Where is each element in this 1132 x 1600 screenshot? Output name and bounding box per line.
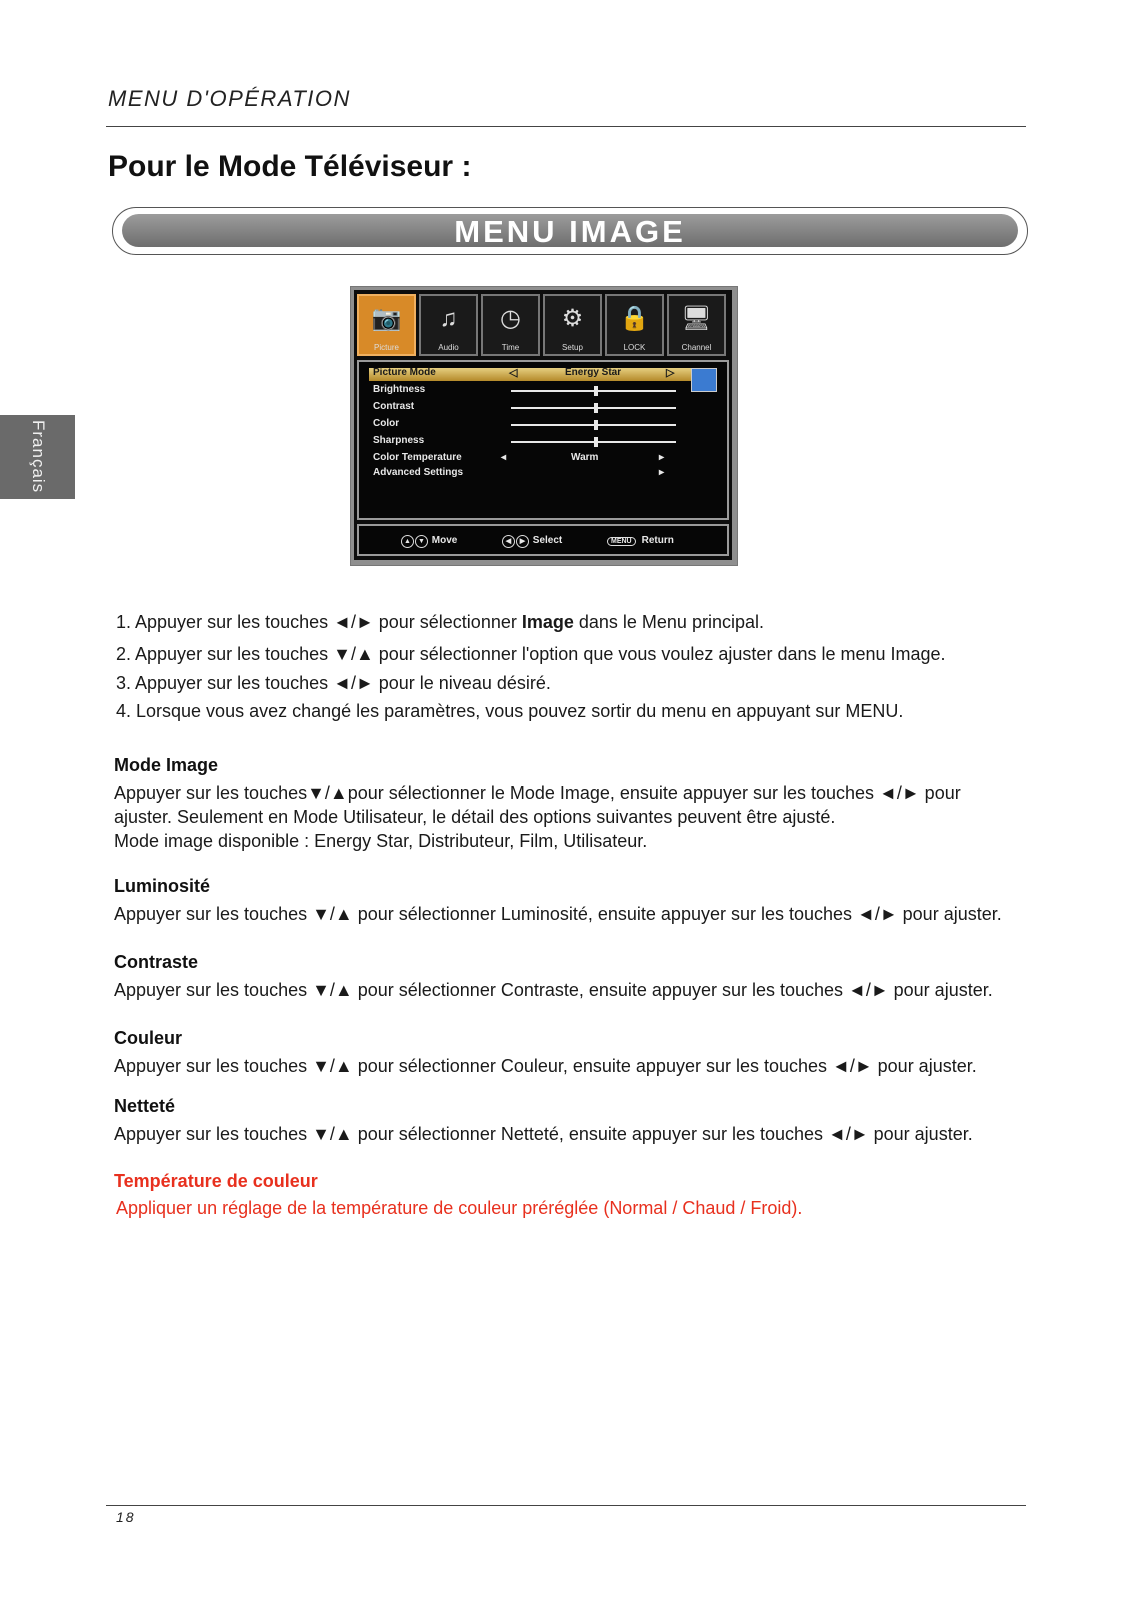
- chevron-right-icon: ▷: [666, 367, 675, 379]
- arrow-right-icon: ▸: [659, 467, 665, 478]
- lock-icon: 🔒: [619, 305, 650, 332]
- nettete-text: Appuyer sur les touches ▼/▲ pour sélectionner Netteté, ensuite appuyer sur les touches ◄/► pour ajuster.: [114, 1124, 973, 1144]
- row-color-temperature-value: Warm: [571, 452, 599, 463]
- section-header: MENU D'OPÉRATION: [108, 86, 351, 111]
- section-title-couleur: Couleur: [114, 1028, 183, 1048]
- left-button-icon: ◀: [502, 535, 515, 548]
- slider-knob: [594, 437, 598, 447]
- tv-menu-panel: [357, 360, 729, 520]
- down-button-icon: ▼: [415, 535, 428, 548]
- setup-icon: ⚙: [561, 305, 584, 332]
- section-title-temperature: Température de couleur: [114, 1171, 318, 1191]
- tv-menu-footer: [357, 524, 729, 556]
- contraste-text: Appuyer sur les touches ▼/▲ pour sélectionner Contraste, ensuite appuyer sur les touches ◄/► pour ajuster.: [114, 980, 993, 1000]
- chevron-left-icon: ◁: [509, 367, 518, 379]
- right-button-icon: ▶: [516, 535, 529, 548]
- footer-move-label: Move: [431, 535, 458, 546]
- step-4: 4. Lorsque vous avez changé les paramètres, vous pouvez sortir du menu en appuyant sur MENU.: [116, 701, 904, 721]
- sharpness-slider: [511, 441, 676, 443]
- temperature-text: Appliquer un réglage de la température de couleur préréglée (Normal / Chaud / Froid).: [116, 1198, 803, 1218]
- section-title-nettete: Netteté: [114, 1096, 176, 1116]
- tab-label: Channel: [681, 343, 712, 352]
- audio-icon: ♫: [439, 305, 458, 332]
- menu-key-icon: MENU: [607, 537, 636, 546]
- tab-label: Audio: [438, 343, 459, 352]
- section-title-mode-image: Mode Image: [114, 755, 219, 775]
- slider-knob: [594, 420, 598, 430]
- step-1-text: 1. Appuyer sur les touches ◄/► pour sélectionner: [116, 612, 522, 632]
- tab-label: Time: [501, 343, 520, 352]
- page-title: Pour le Mode Téléviseur :: [108, 150, 472, 183]
- slider-knob: [594, 386, 598, 396]
- footer-select-label: Select: [532, 535, 563, 546]
- row-picture-mode-label: Picture Mode: [373, 367, 436, 378]
- row-sharpness-label: Sharpness: [373, 435, 425, 446]
- mode-image-line-1: Appuyer sur les touches▼/▲pour sélectionner le Mode Image, ensuite appuyer sur les touches ◄/► pour: [114, 783, 961, 803]
- satellite-icon: 🖥: [681, 305, 712, 332]
- section-title-contraste: Contraste: [114, 952, 199, 972]
- step-1-text-end: dans le Menu principal.: [573, 612, 764, 632]
- step-1-bold: Image: [521, 612, 574, 632]
- mode-image-line-2: ajuster. Seulement en Mode Utilisateur, le détail des options suivantes peuvent être ajusté.: [114, 807, 836, 827]
- tab-label: Picture: [374, 343, 399, 352]
- footer-divider: [106, 1505, 1026, 1506]
- tab-setup: [543, 294, 602, 356]
- header-divider: [106, 126, 1026, 127]
- row-color-temperature-label: Color Temperature: [373, 452, 462, 463]
- footer-move: [401, 535, 457, 548]
- row-contrast-label: Contrast: [373, 401, 415, 412]
- footer-return: [607, 535, 674, 546]
- footer-return-label: Return: [641, 535, 674, 546]
- color-slider: [511, 424, 676, 426]
- arrow-right-icon: ▸: [659, 452, 665, 463]
- section-title-luminosite: Luminosité: [114, 876, 211, 896]
- couleur-text: Appuyer sur les touches ▼/▲ pour sélectionner Couleur, ensuite appuyer sur les touches ◄/► pour ajuster.: [114, 1056, 977, 1076]
- row-brightness-label: Brightness: [373, 384, 426, 395]
- banner-title: MENU IMAGE: [454, 214, 686, 249]
- contrast-slider: [511, 407, 676, 409]
- step-3: 3. Appuyer sur les touches ◄/► pour le niveau désiré.: [116, 673, 551, 693]
- row-advanced-label: Advanced Settings: [373, 467, 464, 478]
- tab-label: Setup: [562, 343, 583, 352]
- camera-icon: 📷: [371, 305, 402, 332]
- slider-knob: [594, 403, 598, 413]
- up-button-icon: ▲: [401, 535, 414, 548]
- row-picture-mode-value: Energy Star: [565, 367, 622, 378]
- clock-icon: ◷: [500, 305, 521, 332]
- step-2: 2. Appuyer sur les touches ▼/▲ pour sélectionner l'option que vous voulez ajuster dans le menu Image.: [116, 644, 946, 664]
- tab-label: LOCK: [623, 343, 646, 352]
- energy-star-icon: [691, 368, 717, 392]
- brightness-slider: [511, 390, 676, 392]
- tab-picture: [357, 294, 416, 356]
- tab-audio: [419, 294, 478, 356]
- arrow-left-icon: ◂: [501, 452, 507, 463]
- tab-time: [481, 294, 540, 356]
- tab-channel: [667, 294, 726, 356]
- row-color-label: Color: [373, 418, 400, 429]
- mode-image-line-3: Mode image disponible : Energy Star, Distributeur, Film, Utilisateur.: [114, 831, 648, 851]
- tab-lock: [605, 294, 664, 356]
- footer-select: [502, 535, 562, 548]
- language-tab-label: Français: [29, 420, 48, 494]
- page-number: 18: [116, 1509, 136, 1525]
- step-1: [116, 610, 764, 634]
- luminosite-text: Appuyer sur les touches ▼/▲ pour sélectionner Luminosité, ensuite appuyer sur les touches ◄/► pour ajuster.: [114, 904, 1002, 924]
- tv-menu-tabs: [357, 294, 729, 356]
